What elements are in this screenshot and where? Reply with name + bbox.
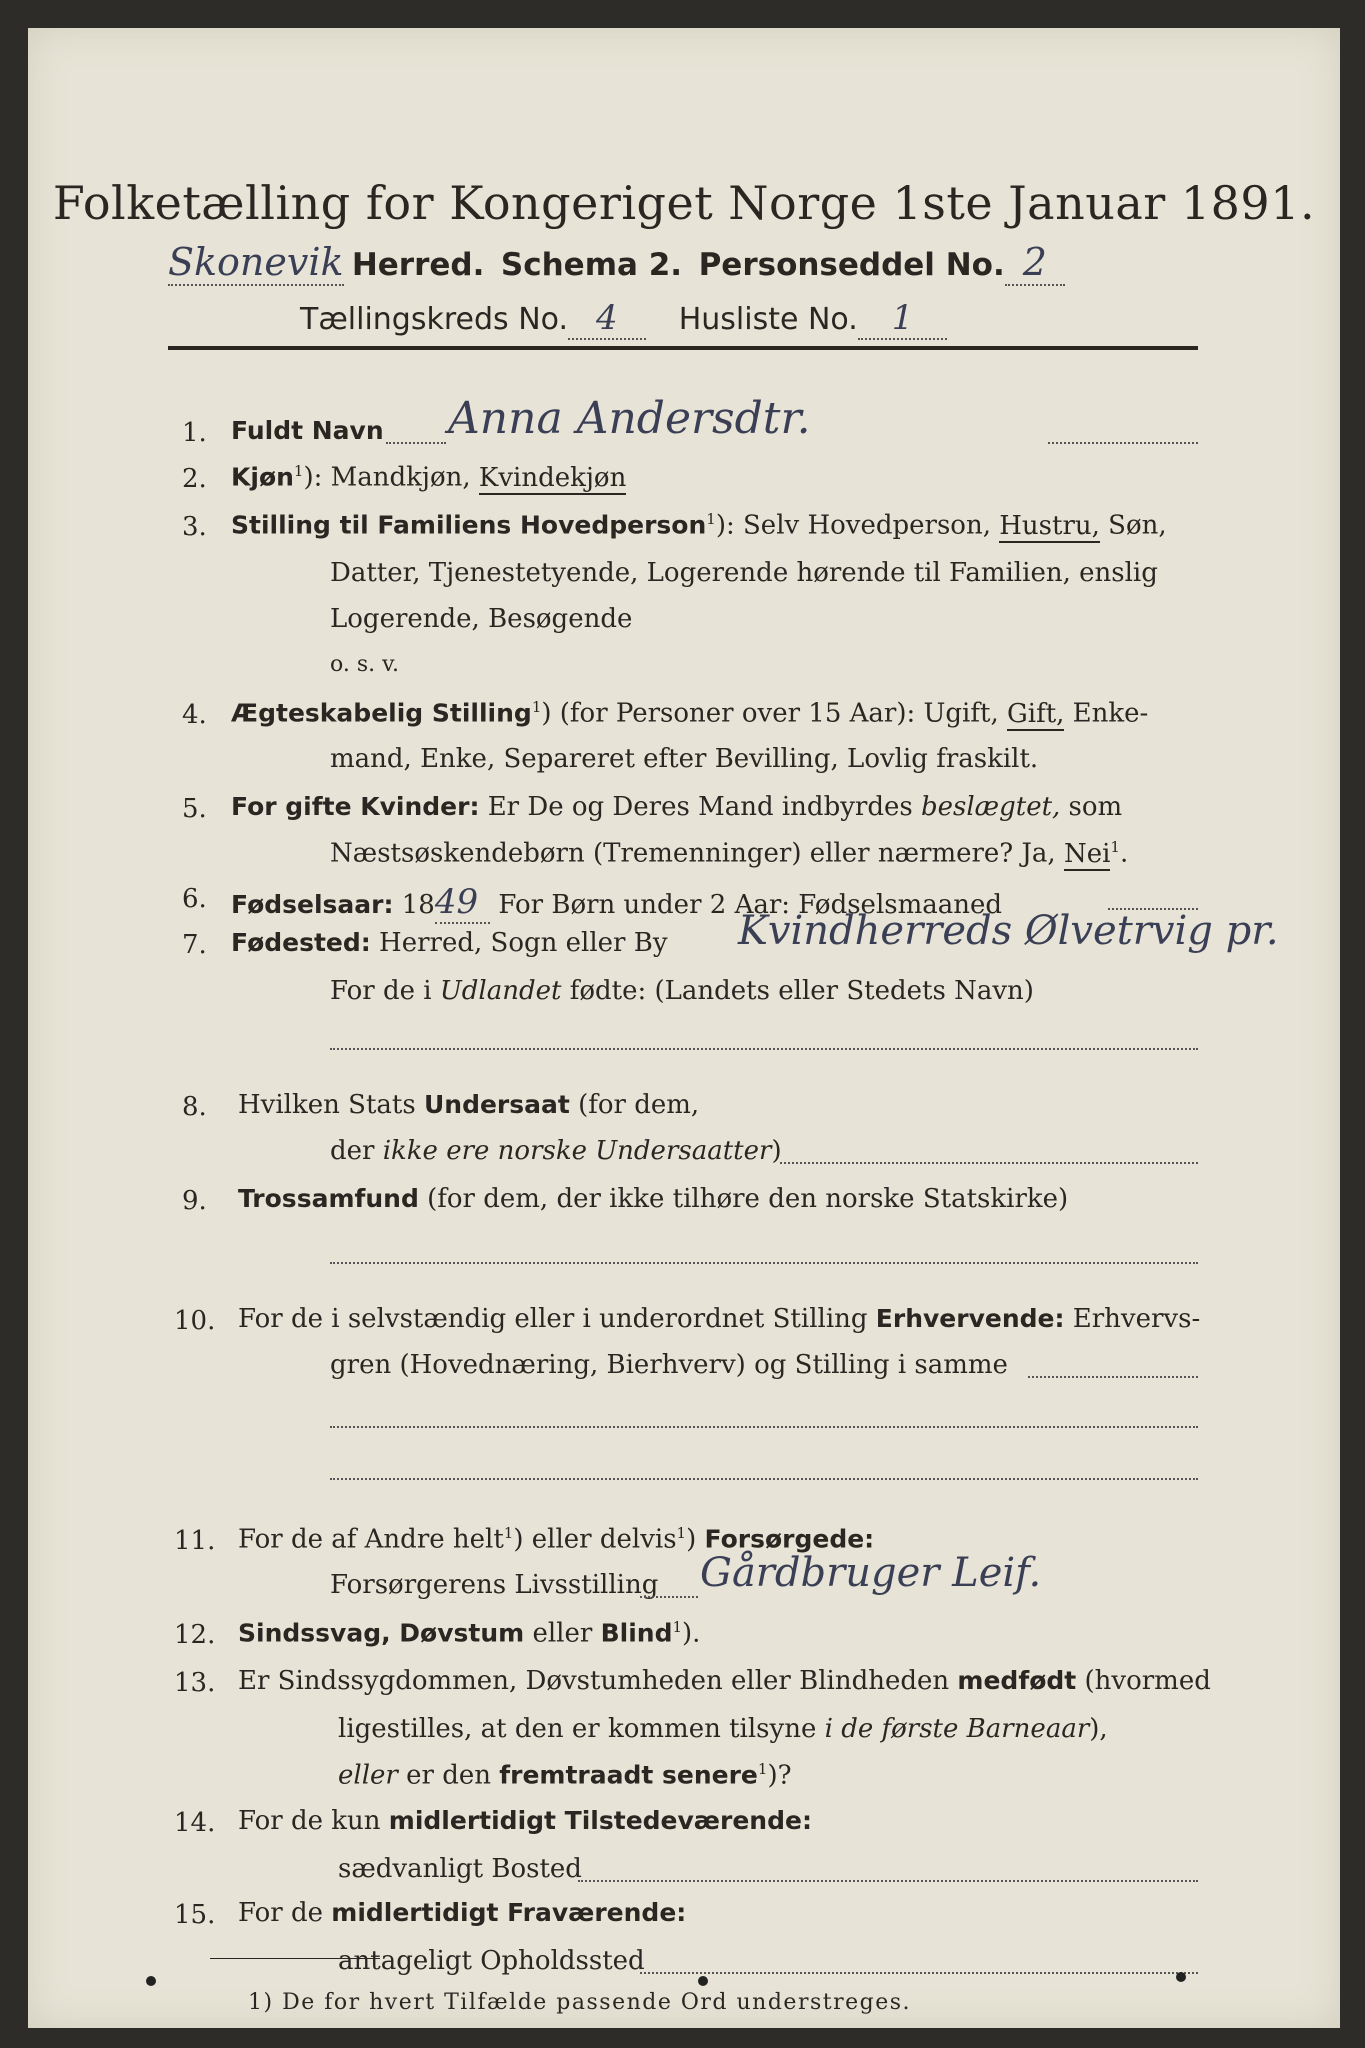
q8-line2-a: der xyxy=(330,1136,383,1166)
q1-answer: Anna Andersdtr. xyxy=(448,393,811,444)
q2-number: 2. xyxy=(182,464,207,494)
census-form-page xyxy=(28,28,1340,2028)
q10-number: 10. xyxy=(174,1306,216,1336)
q3-row xyxy=(231,510,1167,541)
q13-line3 xyxy=(338,1760,792,1791)
q7-row xyxy=(231,928,668,958)
q5-sup: 1 xyxy=(1110,838,1120,856)
q7-number: 7. xyxy=(182,930,207,960)
q12-text-b: ). xyxy=(682,1618,701,1649)
taellingskreds-label: Tællingskreds No. xyxy=(300,302,568,337)
q3-text-a: ): Selv Hovedperson, xyxy=(715,510,1000,541)
q5-line2-text: Næstsøskendebørn (Tremenninger) eller nærmere? Ja, xyxy=(330,838,1064,869)
q11-sup-a: 1 xyxy=(503,1524,514,1542)
q8-text-b: (for dem, xyxy=(569,1090,700,1120)
q2-text: ): Mandkjøn, xyxy=(303,462,479,493)
q15-row xyxy=(238,1898,686,1928)
q5-selected: Nei xyxy=(1063,838,1111,869)
q5-number: 5. xyxy=(182,794,207,824)
q14-dotline xyxy=(578,1880,1198,1882)
q12-text: eller xyxy=(524,1618,601,1649)
q13-line2-b: ), xyxy=(1089,1714,1108,1744)
q2-row xyxy=(231,462,626,493)
q3-label: Stilling til Familiens Hovedperson xyxy=(231,510,707,540)
q15-number: 15. xyxy=(174,1900,216,1930)
q4-text-b: Enke- xyxy=(1064,698,1149,729)
q4-text-a: ) (for Personer over 15 Aar): Ugift, xyxy=(541,698,1007,729)
q12-label: Sindssvag, Døvstum xyxy=(238,1618,525,1648)
q10-dotline-c xyxy=(330,1478,1198,1480)
q10-text-b: Erhvervs- xyxy=(1064,1304,1201,1334)
q8-line2-b: ) xyxy=(771,1136,782,1166)
q11-dotline xyxy=(640,1596,698,1598)
q8-dotline xyxy=(780,1162,1198,1164)
q3-text-b: Søn, xyxy=(1099,510,1167,541)
q13-line3-label: fremtraadt senere xyxy=(499,1760,758,1790)
q9-text: (for dem, der ikke tilhøre den norske Statskirke) xyxy=(418,1184,1069,1214)
q10-dotline-b xyxy=(330,1426,1198,1428)
q6-number: 6. xyxy=(182,884,207,914)
q13-line3-b: )? xyxy=(767,1760,792,1791)
q12-sup: 1 xyxy=(672,1618,683,1636)
q10-text-a: For de i selvstændig eller i underordnet Stilling xyxy=(238,1304,876,1334)
q10-dotline-a xyxy=(1028,1376,1198,1378)
q7-text: Herred, Sogn eller By xyxy=(370,928,668,958)
q3-sup: 1 xyxy=(706,510,716,528)
footnote-rule xyxy=(210,1958,380,1959)
taellingskreds-line xyxy=(300,298,947,338)
q4-selected: Gift, xyxy=(1006,698,1065,729)
q5-text-b: som xyxy=(1060,792,1123,822)
q12-number: 12. xyxy=(174,1620,216,1650)
q14-row xyxy=(238,1806,812,1836)
registration-mark-right xyxy=(1176,1972,1186,1982)
q13-text-b: (hvormed xyxy=(1076,1666,1211,1696)
q15-dotline xyxy=(640,1972,1198,1974)
q6-answer: 49 xyxy=(435,882,490,924)
q13-row xyxy=(238,1666,1211,1696)
q7-dotline xyxy=(330,1048,1198,1050)
q9-number: 9. xyxy=(182,1186,207,1216)
q11-text: For de af Andre helt xyxy=(238,1524,504,1555)
personseddel-label: Personseddel No. xyxy=(698,247,1005,283)
q8-row xyxy=(238,1090,699,1120)
q13-text-a: Er Sindssygdommen, Døvstumheden eller Blindheden xyxy=(238,1666,958,1696)
q13-label: medfødt xyxy=(957,1666,1077,1695)
q13-line2-italic: i de første Barneaar xyxy=(824,1714,1090,1744)
q6-label: Fødselsaar: xyxy=(231,890,394,919)
q7-line2-italic: Udlandet xyxy=(439,976,562,1006)
registration-mark-center xyxy=(698,1976,708,1986)
q8-number: 8. xyxy=(182,1092,207,1122)
q2-label: Kjøn xyxy=(231,462,294,492)
q7-line2-b: fødte: (Landets eller Stedets Navn) xyxy=(561,976,1034,1006)
q8-text-a: Hvilken Stats xyxy=(238,1090,424,1120)
q5-line2-end: . xyxy=(1119,838,1129,869)
q3-number: 3. xyxy=(182,512,207,542)
q8-line2 xyxy=(330,1136,782,1166)
taellingskreds-number: 4 xyxy=(568,298,646,340)
q14-number: 14. xyxy=(174,1808,216,1838)
q3-line4: o. s. v. xyxy=(330,652,399,677)
herred-label: Herred. xyxy=(351,247,485,283)
q15-text-a: For de xyxy=(238,1898,332,1928)
q4-label: Ægteskabelig Stilling xyxy=(231,698,532,728)
q13-line2-a: ligestilles, at den er kommen tilsyne xyxy=(338,1714,825,1744)
q5-line2 xyxy=(330,838,1128,869)
q10-label: Erhvervende: xyxy=(875,1304,1065,1333)
q11-text-c: ) xyxy=(686,1524,705,1555)
q9-row xyxy=(238,1184,1068,1214)
q5-text-a: Er De og Deres Mand indbyrdes xyxy=(479,792,921,822)
q13-line2 xyxy=(338,1714,1108,1744)
footnote-mark: 1) xyxy=(248,1990,274,2015)
q15-line2: antageligt Opholdssted xyxy=(338,1946,645,1976)
q7-answer: Kvindherreds Ølvetrvig pr. xyxy=(738,908,1279,954)
q11-number: 11. xyxy=(174,1526,216,1556)
q4-line2: mand, Enke, Separeret efter Bevilling, Lovlig fraskilt. xyxy=(330,744,1039,774)
q4-number: 4. xyxy=(182,700,207,730)
q1-row xyxy=(231,416,384,446)
q6-prefix: 18 xyxy=(393,890,435,920)
herred-line xyxy=(168,240,1065,284)
q3-line2: Datter, Tjenestetyende, Logerende hørende til Familien, enslig xyxy=(330,558,1158,588)
q11-line2: Forsørgerens Livsstilling xyxy=(330,1570,659,1600)
q11-sup-b: 1 xyxy=(676,1524,687,1542)
q1-label: Fuldt Navn xyxy=(231,416,384,445)
q13-sup: 1 xyxy=(757,1760,768,1778)
q2-selected: Kvindekjøn xyxy=(478,462,627,493)
husliste-number: 1 xyxy=(858,298,948,340)
q7-line2-a: For de i xyxy=(330,976,440,1006)
q13-line3-italic: eller xyxy=(338,1760,398,1791)
q12-row xyxy=(238,1618,700,1649)
q8-label: Undersaat xyxy=(423,1090,570,1119)
registration-mark-left xyxy=(146,1976,156,1986)
q10-row xyxy=(238,1304,1200,1334)
form-title: Folketælling for Kongeriget Norge 1ste Januar 1891. xyxy=(52,176,1316,230)
q12-label-b: Blind xyxy=(600,1618,673,1648)
q6-text: For Børn under 2 Aar: Fødselsmaaned xyxy=(490,890,1003,920)
q1-dotline-b xyxy=(1048,442,1198,444)
footnote xyxy=(248,1990,911,2015)
q14-line2: sædvanligt Bosted xyxy=(338,1854,582,1884)
q4-sup: 1 xyxy=(531,698,542,716)
q7-line2 xyxy=(330,976,1034,1006)
q1-number: 1. xyxy=(182,418,207,448)
q11-label: Forsørgede: xyxy=(704,1524,875,1554)
q13-number: 13. xyxy=(174,1668,216,1698)
personseddel-number: 2 xyxy=(1005,240,1065,286)
q7-label: Fødested: xyxy=(231,928,371,957)
q15-label: midlertidigt Fraværende: xyxy=(331,1898,687,1927)
footnote-text: De for hvert Tilfælde passende Ord understreges. xyxy=(282,1990,912,2015)
herred-name: Skonevik xyxy=(168,240,344,284)
q5-label: For gifte Kvinder: xyxy=(231,792,480,821)
header-rule xyxy=(168,346,1198,350)
q10-line2: gren (Hovednæring, Bierhverv) og Stilling i samme xyxy=(330,1350,1008,1380)
q9-dotline xyxy=(330,1262,1198,1264)
q13-line3-a: er den xyxy=(397,1760,500,1791)
q3-selected: Hustru, xyxy=(999,510,1100,541)
q4-row xyxy=(231,698,1148,729)
q8-line2-italic: ikke ere norske Undersaatter xyxy=(382,1136,772,1166)
q9-label: Trossamfund xyxy=(238,1184,419,1213)
schema-label: Schema 2. xyxy=(500,247,683,283)
q5-row xyxy=(231,792,1122,822)
q11-answer: Gårdbruger Leif. xyxy=(700,1550,1042,1596)
q2-sup: 1 xyxy=(293,462,304,480)
q1-dotline-a xyxy=(386,442,446,444)
q3-line3: Logerende, Besøgende xyxy=(330,604,633,634)
husliste-label: Husliste No. xyxy=(678,302,858,337)
footnote-block xyxy=(210,1958,1210,1965)
q11-text-b: ) eller delvis xyxy=(513,1524,677,1555)
q14-text-a: For de kun xyxy=(238,1806,389,1836)
q14-label: midlertidigt Tilstedeværende: xyxy=(388,1806,812,1835)
q5-italic: beslægtet, xyxy=(920,792,1061,822)
